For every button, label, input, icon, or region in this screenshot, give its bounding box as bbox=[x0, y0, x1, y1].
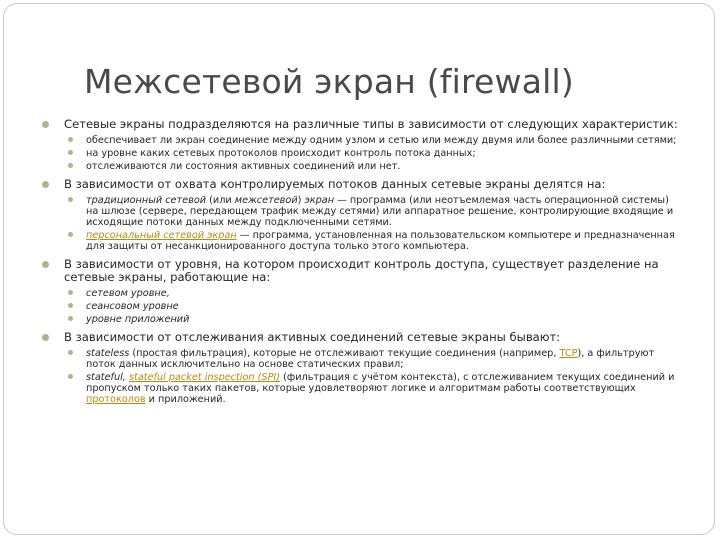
sub-bullet-icon bbox=[68, 350, 73, 355]
sub-item bbox=[42, 372, 678, 405]
sub-bullet-icon bbox=[68, 290, 73, 295]
sub-item-text: сетевом уровне, bbox=[86, 288, 170, 299]
term-text: межсетевой bbox=[234, 195, 298, 206]
sub-item-text: уровне приложений bbox=[86, 314, 190, 325]
personal-firewall-link[interactable]: персональный сетевой экран bbox=[86, 230, 237, 241]
bullet-4-text: В зависимости от отслеживания активных соединений сетевые экраны бывают: bbox=[64, 330, 561, 344]
bullet-2 bbox=[42, 178, 678, 191]
sub-item bbox=[42, 135, 678, 146]
bullet-4-sublist bbox=[42, 348, 678, 405]
sub-item-text: (простая фильтрация), которые не отслеживают текущие соединения (например, bbox=[129, 348, 560, 359]
term-text: stateful, bbox=[86, 372, 126, 383]
sub-item-text: и приложений. bbox=[145, 394, 226, 405]
tcp-link[interactable]: TCP bbox=[559, 348, 578, 359]
sub-item-text: ), а фильтруют поток данных исключительно на основе статических правил; bbox=[86, 348, 655, 370]
sub-bullet-icon bbox=[68, 137, 73, 142]
sub-item bbox=[42, 288, 678, 299]
sub-bullet-icon bbox=[68, 374, 73, 379]
slide bbox=[3, 3, 715, 535]
bullet-marker-icon bbox=[42, 334, 49, 341]
sub-bullet-icon bbox=[68, 197, 73, 202]
protocols-link[interactable]: протоколов bbox=[86, 394, 146, 405]
sub-item-text: отслеживаются ли состояния активных соединений или нет. bbox=[86, 161, 401, 172]
sub-item-text: — программа, установленная на пользовательском компьютере и предназначенная для защиты от несанкционированного доступа только этого компьютера. bbox=[86, 230, 675, 252]
sub-bullet-icon bbox=[68, 232, 73, 237]
sub-item-text: на уровне каких сетевых протоколов происходит контроль потока данных; bbox=[86, 148, 476, 159]
bullet-marker-icon bbox=[42, 121, 49, 128]
sub-bullet-icon bbox=[68, 303, 73, 308]
sub-item bbox=[42, 148, 678, 159]
sub-bullet-icon bbox=[68, 150, 73, 155]
term-text: экран bbox=[304, 195, 335, 206]
slide-title: Межсетевой экран (firewall) bbox=[84, 62, 574, 101]
sub-item-text: (или bbox=[206, 195, 235, 206]
bullet-3 bbox=[42, 258, 678, 284]
bullet-marker-icon bbox=[42, 261, 49, 268]
sub-item bbox=[42, 230, 678, 252]
bullet-1-sublist bbox=[42, 135, 678, 172]
sub-item bbox=[42, 348, 678, 370]
bullet-3-sublist bbox=[42, 288, 678, 325]
term-text: stateless bbox=[86, 348, 130, 359]
sub-bullet-icon bbox=[68, 316, 73, 321]
sub-item-text: сеансовом уровне bbox=[86, 301, 179, 312]
slide-content bbox=[42, 118, 678, 411]
sub-item bbox=[42, 161, 678, 172]
sub-item-text: ) bbox=[297, 195, 305, 206]
sub-item-text: обеспечивает ли экран соединение между одним узлом и сетью или между двумя или более различными сетями; bbox=[86, 135, 677, 146]
sub-item bbox=[42, 301, 678, 312]
bullet-3-text: В зависимости от уровня, на котором происходит контроль доступа, существует разделение на сетевые экраны, работающие на: bbox=[64, 257, 659, 284]
sub-item bbox=[42, 195, 678, 228]
sub-item-text: (фильтрация с учётом контекста), с отслеживанием текущих соединений и пропуском только таких пакетов, которые удовлетворяют логике и алгоритмам работы соответствующих bbox=[86, 372, 675, 394]
sub-item bbox=[42, 314, 678, 325]
bullet-2-sublist bbox=[42, 195, 678, 252]
bullet-1-text: Сетевые экраны подразделяются на различные типы в зависимости от следующих характеристик: bbox=[64, 117, 678, 131]
spi-link[interactable]: stateful packet inspection (SPI) bbox=[128, 372, 281, 383]
bullet-1 bbox=[42, 118, 678, 131]
sub-bullet-icon bbox=[68, 163, 73, 168]
bullet-4 bbox=[42, 331, 678, 344]
sub-item-text: — программа (или неотъемлемая часть операционной системы) на шлюзе (сервере, передающем трафик между сетями) или аппаратное решение, контролирующие входящие и исходящие потоки данных между подключенными сетями. bbox=[86, 195, 674, 228]
bullet-2-text: В зависимости от охвата контролируемых потоков данных сетевые экраны делятся на: bbox=[64, 177, 606, 191]
bullet-marker-icon bbox=[42, 181, 49, 188]
term-text: традиционный сетевой bbox=[86, 195, 207, 206]
